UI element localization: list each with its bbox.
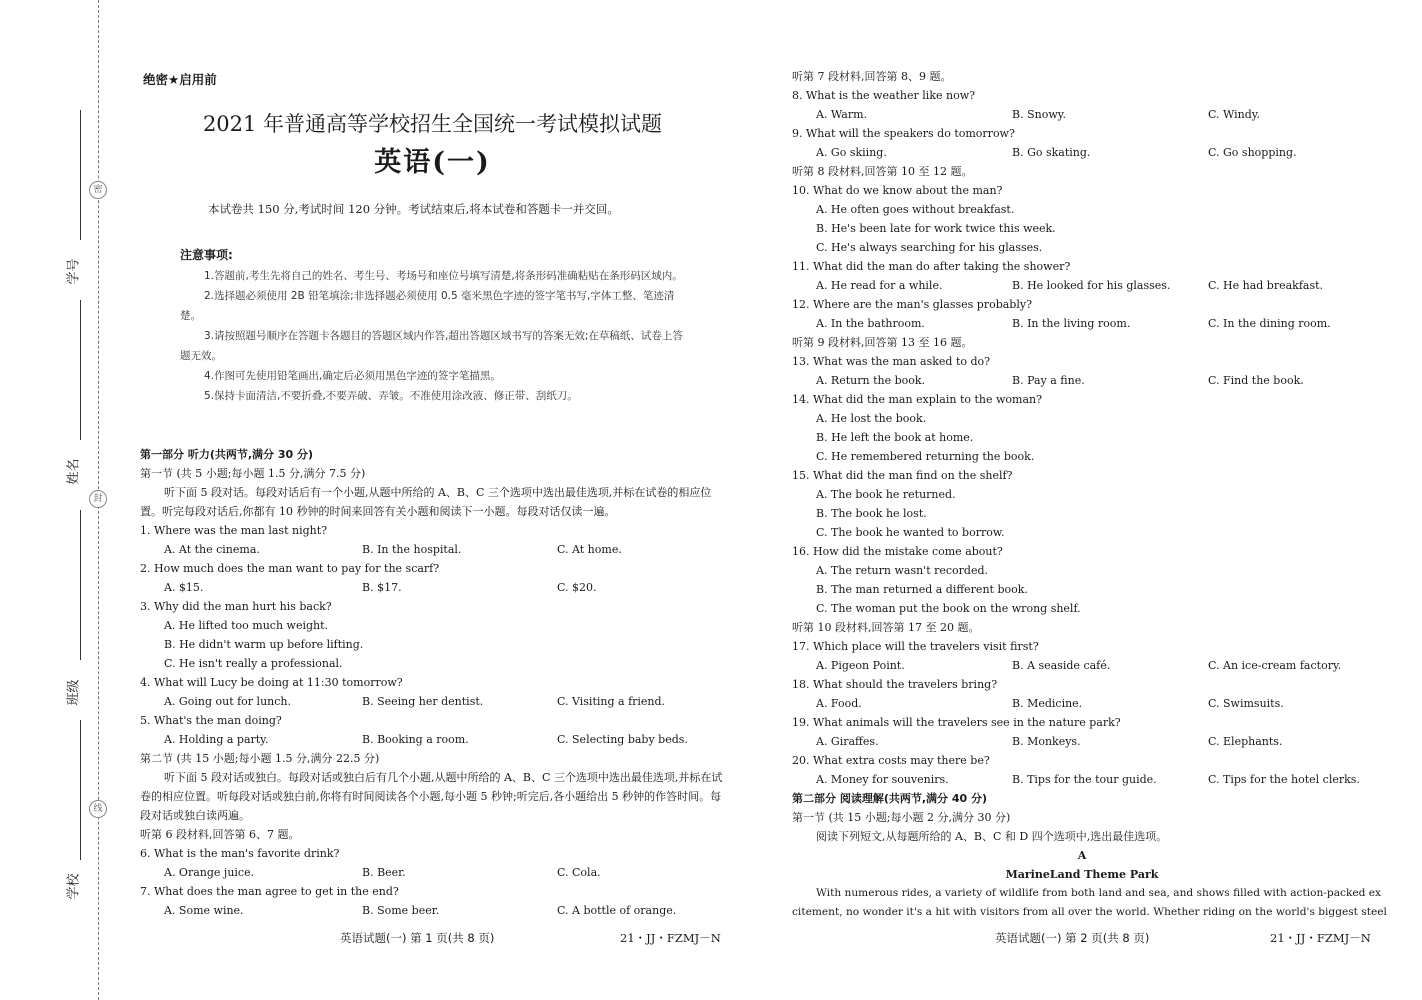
right-content (792, 67, 1387, 922)
seal-circle-xian: 线 (89, 800, 107, 818)
page-number: 英语试题(一) 第 2 页(共 8 页) (995, 931, 1150, 945)
question-1: 1. Where was the man last night? (140, 524, 328, 537)
question-7: 7. What does the man agree to get in the end? (140, 885, 399, 898)
question-20: 20. What extra costs may there be? (792, 754, 990, 767)
question-5: 5. What's the man doing? (140, 714, 282, 727)
question-13: 13. What was the man asked to do? (792, 355, 991, 368)
part1-heading: 第一部分 听力(共两节,满分 30 分) (140, 448, 314, 461)
name-line (80, 300, 81, 440)
option-a: A. $15. (164, 581, 204, 594)
option-c: C. Windy. (1208, 108, 1261, 121)
option-b: B. Some beer. (362, 904, 440, 917)
option-a: A. Money for souvenirs. (816, 773, 949, 786)
option-b: B. He's been late for work twice this week. (816, 222, 1056, 235)
part2-heading: 第二部分 阅读理解(共两节,满分 40 分) (792, 792, 988, 805)
option-b: B. Snowy. (1012, 108, 1066, 121)
question-3: 3. Why did the man hurt his back? (140, 600, 332, 613)
question-15: 15. What did the man find on the shelf? (792, 469, 1013, 482)
option-a: A. Food. (816, 697, 862, 710)
notice-item: 2.选择题必须使用 2B 铅笔填涂;非选择题必须使用 0.5 毫米黑色字迹的签字笔书写,字体工整、笔迹清楚。 (180, 290, 675, 322)
option-c: C. A bottle of orange. (557, 904, 677, 917)
right-page-code (1270, 930, 1371, 946)
option-b: B. The book he lost. (816, 507, 927, 520)
option-c: C. Visiting a friend. (557, 695, 666, 708)
option-c: C. An ice-cream factory. (1208, 659, 1342, 672)
option-c: C. He remembered returning the book. (816, 450, 1035, 463)
options-8 (792, 105, 1372, 124)
option-a: A. Some wine. (164, 904, 244, 917)
question-9: 9. What will the speakers do tomorrow? (792, 127, 1015, 140)
option-b: B. Tips for the tour guide. (1012, 773, 1157, 786)
option-b: B. He left the book at home. (816, 431, 974, 444)
option-b: B. He didn't warm up before lifting. (164, 638, 364, 651)
options-1 (140, 540, 725, 559)
options-20 (792, 770, 1372, 789)
options-19 (792, 732, 1372, 751)
option-c: C. He isn't really a professional. (164, 657, 343, 670)
option-b: B. In the living room. (1012, 317, 1131, 330)
option-a: A. Pigeon Point. (816, 659, 905, 672)
option-b: B. A seaside café. (1012, 659, 1111, 672)
option-c: C. Selecting baby beds. (557, 733, 688, 746)
option-a: A. Giraffes. (816, 735, 879, 748)
option-b: B. Beer. (362, 866, 406, 879)
option-b: B. Monkeys. (1012, 735, 1081, 748)
student-id-label: 学号 (66, 258, 82, 285)
listening-section (140, 445, 725, 920)
option-c: C. Elephants. (1208, 735, 1283, 748)
notice-item: 4.作图可先使用铅笔画出,确定后必须用黑色字迹的签字笔描黑。 (204, 370, 501, 382)
material-7-heading: 听第 7 段材料,回答第 8、9 题。 (792, 70, 952, 83)
exam-title: 2021 年普通高等学校招生全国统一考试模拟试题 (202, 112, 663, 136)
option-c: C. The woman put the book on the wrong shelf. (816, 602, 1081, 615)
option-b: B. Medicine. (1012, 697, 1083, 710)
page-number: 英语试题(一) 第 1 页(共 8 页) (340, 931, 495, 945)
notice-title: 注意事项: (180, 248, 233, 262)
seal-circle-mi: 密 (89, 181, 107, 199)
option-a: A. He read for a while. (816, 279, 943, 292)
option-a: A. Going out for lunch. (164, 695, 291, 708)
options-9 (792, 143, 1372, 162)
question-11: 11. What did the man do after taking the shower? (792, 260, 1071, 273)
notice-item: 3.请按照题号顺序在答题卡各题目的答题区域内作答,超出答题区域书写的答案无效;在草稿纸、试卷上答题无效。 (180, 330, 683, 362)
confidential-mark: 绝密★启用前 (143, 72, 217, 87)
option-c: C. Go shopping. (1208, 146, 1297, 159)
options-11 (792, 276, 1372, 295)
binding-margin (0, 0, 130, 1000)
option-b: B. Seeing her dentist. (362, 695, 484, 708)
options-13 (792, 371, 1372, 390)
option-a: A. Go skiing. (816, 146, 887, 159)
option-a: A. Warm. (816, 108, 868, 121)
option-c: C. Cola. (557, 866, 601, 879)
option-b: B. Pay a fine. (1012, 374, 1085, 387)
option-a: A. He lost the book. (816, 412, 927, 425)
options-2 (140, 578, 725, 597)
question-10: 10. What do we know about the man? (792, 184, 1003, 197)
question-8: 8. What is the weather like now? (792, 89, 976, 102)
paper-code: 21・JJ・FZMJ－N (1270, 931, 1371, 945)
school-line (80, 720, 81, 860)
option-b: B. Booking a room. (362, 733, 469, 746)
class-label: 班级 (66, 679, 82, 706)
question-12: 12. Where are the man's glasses probably? (792, 298, 1032, 311)
right-page-footer (995, 930, 1149, 946)
options-5 (140, 730, 725, 749)
sec2-heading: 第二节 (共 15 小题;每小题 1.5 分,满分 22.5 分) (140, 752, 380, 765)
notice-list (180, 266, 690, 406)
exam-intro: 本试卷共 150 分,考试时间 120 分钟。考试结束后,将本试卷和答题卡一并交回。 (208, 202, 619, 216)
option-c: C. Swimsuits. (1208, 697, 1284, 710)
passage-letter: A (1077, 849, 1087, 862)
left-page-code (620, 930, 721, 946)
options-6 (140, 863, 725, 882)
class-line (80, 510, 81, 660)
sec1-heading: 第一节 (共 5 小题;每小题 1.5 分,满分 7.5 分) (140, 467, 366, 480)
option-c: C. The book he wanted to borrow. (816, 526, 1005, 539)
options-4 (140, 692, 725, 711)
question-18: 18. What should the travelers bring? (792, 678, 998, 691)
question-14: 14. What did the man explain to the woman? (792, 393, 1043, 406)
passage-line: With numerous rides, a variety of wildlife from both land and sea, and shows filled with action-packed ex (816, 887, 1382, 899)
school-label: 学校 (66, 873, 82, 900)
option-b: B. In the hospital. (362, 543, 462, 556)
question-16: 16. How did the mistake come about? (792, 545, 1003, 558)
exam-subtitle: 英语(一) (374, 147, 491, 178)
notice-item: 1.答题前,考生先将自己的姓名、考生号、考场号和座位号填写清楚,将条形码准确粘贴在条形码区域内。 (204, 270, 683, 282)
option-a: A. Return the book. (816, 374, 926, 387)
seal-circle-feng: 封 (89, 490, 107, 508)
options-12 (792, 314, 1372, 333)
options-7 (140, 901, 725, 920)
option-a: A. Holding a party. (164, 733, 269, 746)
option-a: A. In the bathroom. (816, 317, 925, 330)
options-18 (792, 694, 1372, 713)
option-c: C. At home. (557, 543, 622, 556)
option-a: A. The book he returned. (816, 488, 956, 501)
sec1-instructions: 听下面 5 段对话。每段对话后有一个小题,从题中所给的 A、B、C 三个选项中选出最佳选项,并标在试卷的相应位置。听完每段对话后,你都有 10 秒钟的时间来回答有关小题和阅读下一小题。每段对话仅读一遍。 (140, 486, 712, 518)
material-8-heading: 听第 8 段材料,回答第 10 至 12 题。 (792, 165, 973, 178)
option-c: C. He's always searching for his glasses. (816, 241, 1043, 254)
question-19: 19. What animals will the travelers see in the nature park? (792, 716, 1121, 729)
option-b: B. He looked for his glasses. (1012, 279, 1171, 292)
question-6: 6. What is the man's favorite drink? (140, 847, 340, 860)
question-4: 4. What will Lucy be doing at 11:30 tomorrow? (140, 676, 403, 689)
paper-code: 21・JJ・FZMJ－N (620, 931, 721, 945)
option-a: A. At the cinema. (164, 543, 260, 556)
reading-sec1-heading: 第一节 (共 15 小题;每小题 2 分,满分 30 分) (792, 811, 1011, 824)
option-a: A. The return wasn't recorded. (816, 564, 989, 577)
option-a: A. He lifted too much weight. (164, 619, 329, 632)
question-17: 17. Which place will the travelers visit first? (792, 640, 1039, 653)
option-a: A. Orange juice. (164, 866, 255, 879)
material-6-heading: 听第 6 段材料,回答第 6、7 题。 (140, 828, 300, 841)
option-c: C. Tips for the hotel clerks. (1208, 773, 1360, 786)
passage-title: MarineLand Theme Park (1005, 868, 1159, 881)
option-c: C. In the dining room. (1208, 317, 1331, 330)
reading-instructions: 阅读下列短文,从每题所给的 A、B、C 和 D 四个选项中,选出最佳选项。 (816, 830, 1168, 843)
option-b: B. The man returned a different book. (816, 583, 1028, 596)
left-page-footer (340, 930, 494, 946)
option-c: C. Find the book. (1208, 374, 1304, 387)
options-17 (792, 656, 1372, 675)
question-2: 2. How much does the man want to pay for the scarf? (140, 562, 440, 575)
option-a: A. He often goes without breakfast. (816, 203, 1015, 216)
student-id-line (80, 110, 81, 240)
sec2-instructions: 听下面 5 段对话或独白。每段对话或独白后有几个小题,从题中所给的 A、B、C 三个选项中选出最佳选项,并标在试卷的相应位置。听每段对话或独白前,你将有时间阅读各个小题,每小题 5 秒钟;听完后,各小题给出 5 秒钟的作答时间。每段对话或独白读两遍。 (140, 771, 723, 822)
option-c: C. $20. (557, 581, 597, 594)
option-b: B. $17. (362, 581, 402, 594)
passage-line: citement, no wonder it's a hit with visitors from all over the world. Whether riding on the world's biggest steel (792, 906, 1387, 918)
material-9-heading: 听第 9 段材料,回答第 13 至 16 题。 (792, 336, 973, 349)
option-b: B. Go skating. (1012, 146, 1091, 159)
material-10-heading: 听第 10 段材料,回答第 17 至 20 题。 (792, 621, 980, 634)
name-label: 姓名 (66, 458, 82, 485)
option-c: C. He had breakfast. (1208, 279, 1324, 292)
notice-item: 5.保持卡面清洁,不要折叠,不要弄破、弄皱。不准使用涂改液、修正带、刮纸刀。 (204, 390, 578, 402)
